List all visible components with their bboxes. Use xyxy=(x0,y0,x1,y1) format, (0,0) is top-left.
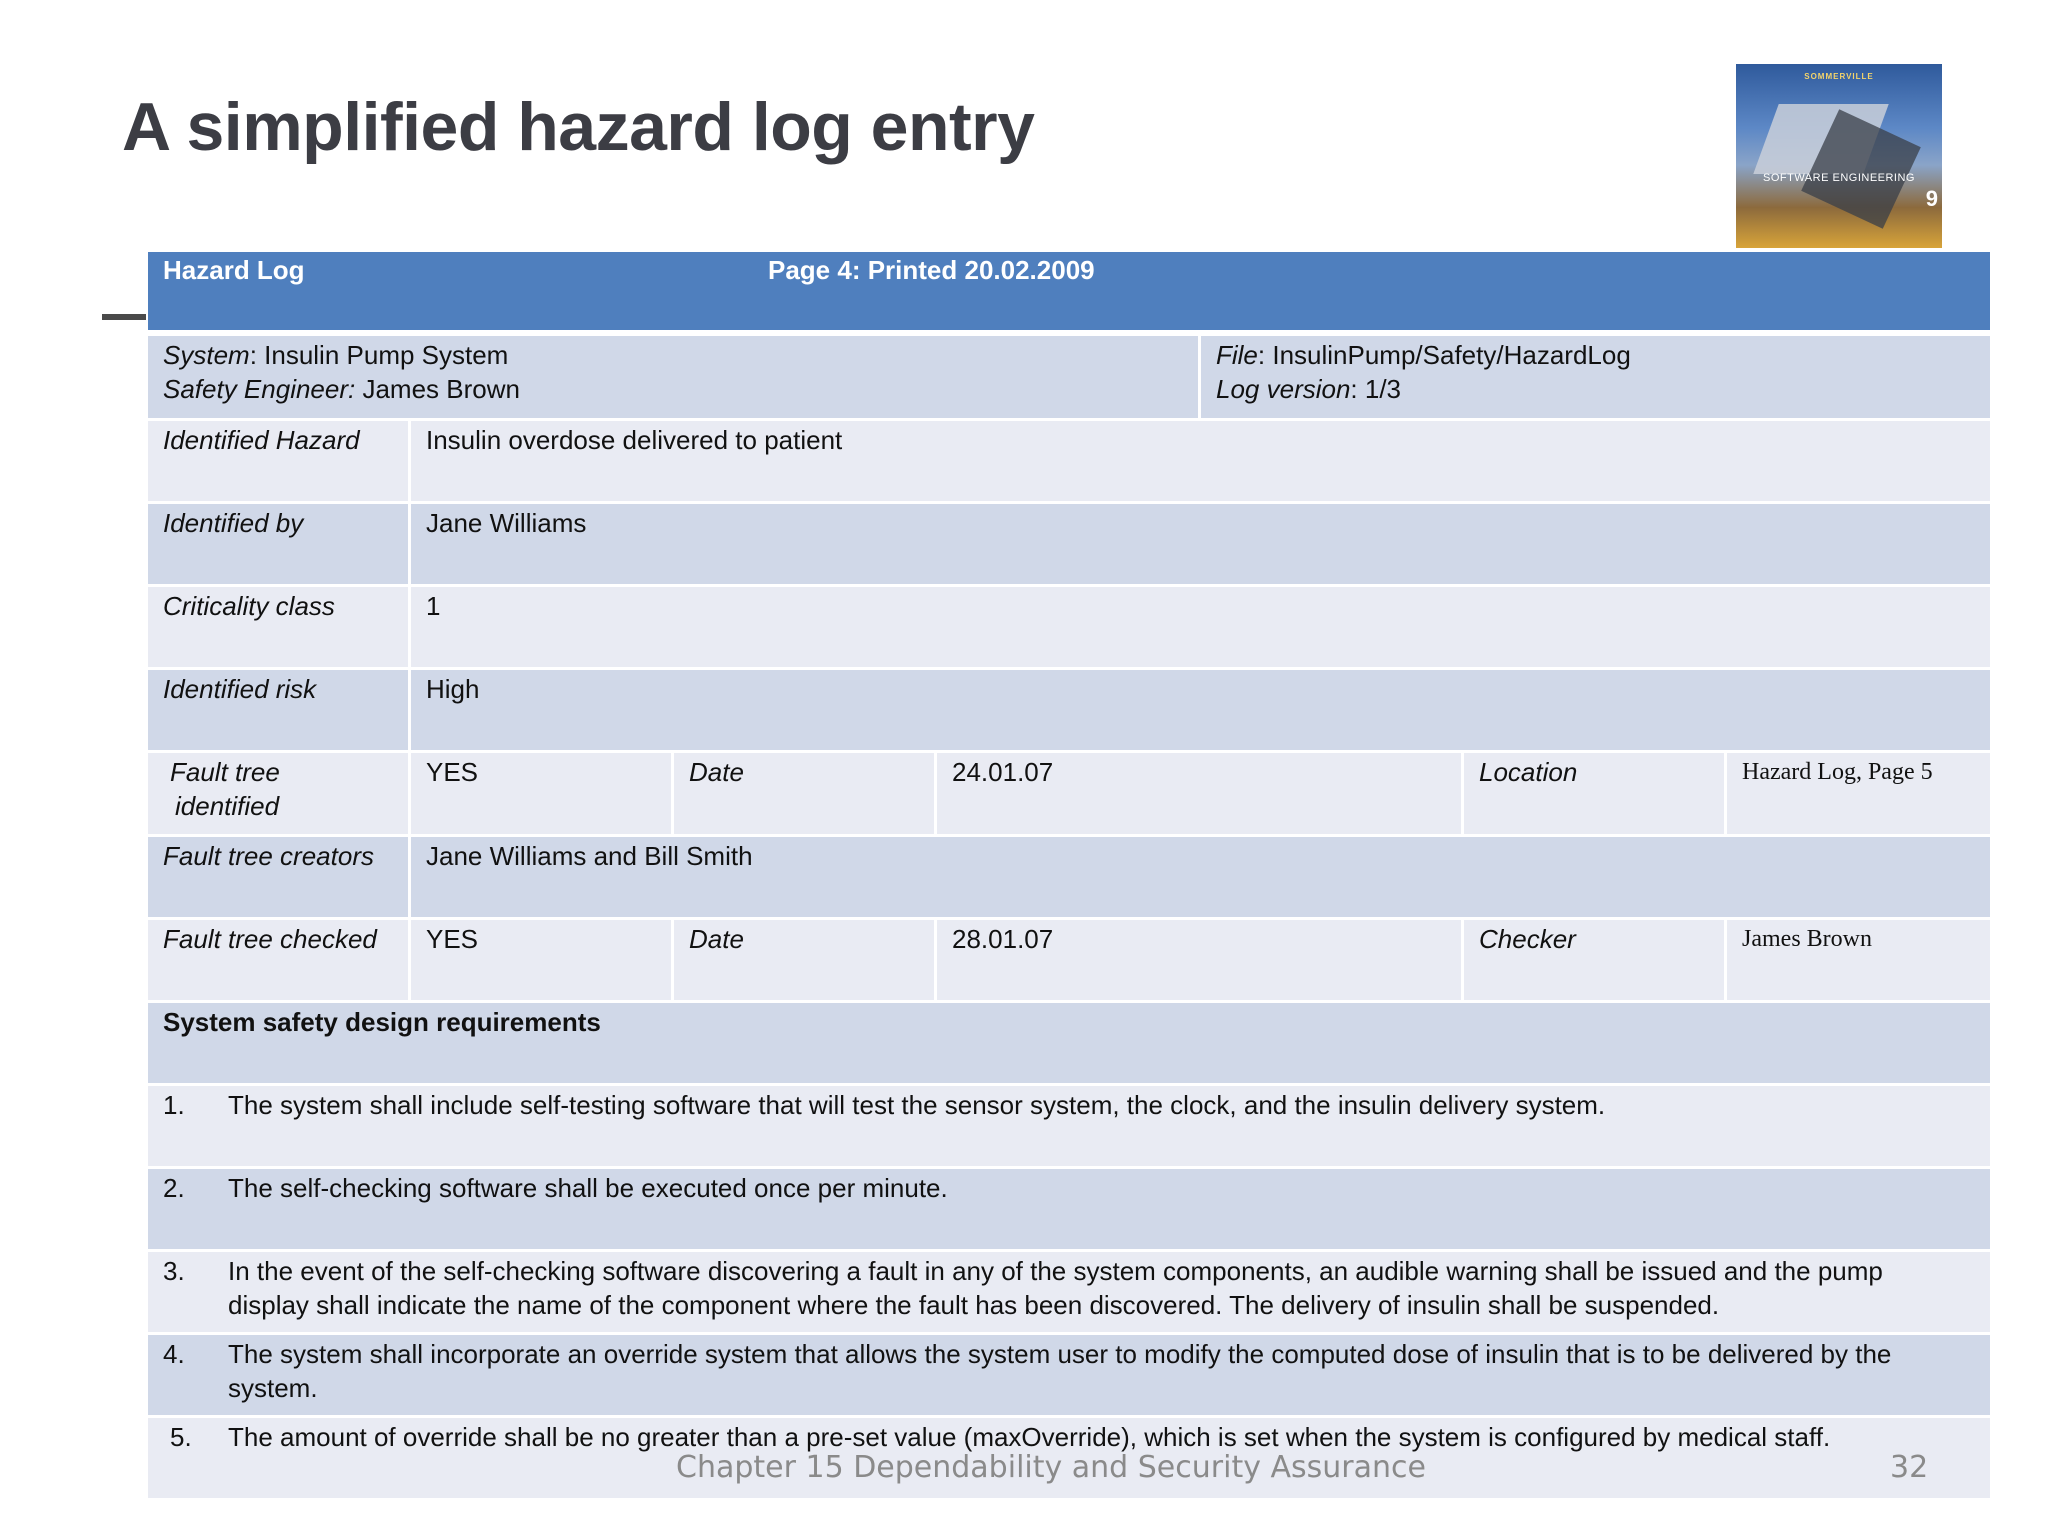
location-value: Hazard Log, Page 5 xyxy=(1727,750,1990,834)
ft-checked-value: YES xyxy=(411,917,674,1000)
ft-identified-label-line2: identified xyxy=(175,791,280,821)
cover-edition: 9 xyxy=(1925,186,1938,211)
requirement-text: In the event of the self-checking software discovering a fault in any of the system components, an audible warning shall be issued and the pump display shall indicate the name of the component where the fault has been discovered. The delivery of insulin shall be suspended. xyxy=(228,1256,1883,1320)
requirement-item xyxy=(148,1249,1990,1332)
ft-creators-value: Jane Williams and Bill Smith xyxy=(411,834,1990,917)
requirement-text: The system shall include self-testing software that will test the sensor system, the clock, and the insulin delivery system. xyxy=(228,1090,1606,1120)
engineer-value: James Brown xyxy=(355,374,520,404)
requirement-text: The system shall incorporate an override system that allows the system user to modify the computed dose of insulin that is to be delivered by the system. xyxy=(228,1339,1892,1403)
book-cover-image xyxy=(1736,64,1942,248)
ft-checked-date-label: Date xyxy=(674,917,937,1000)
ft-creators-label: Fault tree creators xyxy=(148,834,411,917)
slide-page-number: 32 xyxy=(1890,1450,1929,1485)
requirement-item xyxy=(148,1083,1990,1166)
ft-identified-label-line1: Fault tree xyxy=(170,757,280,787)
ft-date-value: 24.01.07 xyxy=(937,750,1464,834)
header-title: Hazard Log xyxy=(163,255,305,285)
requirement-number: 3. xyxy=(163,1256,185,1286)
cover-author: SOMMERVILLE xyxy=(1804,72,1874,81)
version-value: : 1/3 xyxy=(1350,374,1402,404)
location-label: Location xyxy=(1464,750,1727,834)
file-value: : InsulinPump/Safety/HazardLog xyxy=(1257,340,1631,370)
criticality-label: Criticality class xyxy=(148,584,411,667)
title-underline-dash xyxy=(102,314,146,320)
checker-value: James Brown xyxy=(1727,917,1990,1000)
version-label: Log version xyxy=(1216,374,1351,404)
requirement-item xyxy=(148,1332,1990,1415)
requirement-number: 4. xyxy=(163,1339,185,1369)
ft-date-label: Date xyxy=(674,750,937,834)
requirement-number: 1. xyxy=(163,1090,185,1120)
file-cell xyxy=(1201,336,1990,418)
system-label: System xyxy=(163,340,250,370)
risk-value: High xyxy=(411,667,1990,750)
requirement-number: 2. xyxy=(163,1173,185,1203)
criticality-value: 1 xyxy=(411,584,1990,667)
ft-checked-label: Fault tree checked xyxy=(148,917,411,1000)
system-value: : Insulin Pump System xyxy=(249,340,509,370)
slide-title: A simplified hazard log entry xyxy=(122,89,1035,165)
risk-label-text: Identified risk xyxy=(163,674,317,704)
slide-footer: Chapter 15 Dependability and Security Assurance xyxy=(676,1450,1426,1485)
hazard-label: Identified Hazard xyxy=(148,418,411,501)
identified-by-label: Identified by xyxy=(148,501,411,584)
requirement-item xyxy=(148,1166,1990,1249)
file-label: File xyxy=(1216,340,1258,370)
engineer-label: Safety Engineer: xyxy=(163,374,356,404)
hazard-log-header xyxy=(148,252,1990,330)
ft-identified-label xyxy=(148,750,411,834)
hazard-value: Insulin overdose delivered to patient xyxy=(411,418,1990,501)
requirements-heading: System safety design requirements xyxy=(148,1000,1990,1083)
ft-identified-value: YES xyxy=(411,750,674,834)
risk-label xyxy=(148,667,411,750)
cover-series: SOFTWARE ENGINEERING xyxy=(1763,172,1915,184)
header-page-info: Page 4: Printed 20.02.2009 xyxy=(768,255,1095,285)
ft-checked-date-value: 28.01.07 xyxy=(937,917,1464,1000)
requirement-text: The self-checking software shall be executed once per minute. xyxy=(228,1173,948,1203)
requirement-text: The amount of override shall be no greater than a pre-set value (maxOverride), which is set when the system is configured by medical staff. xyxy=(228,1422,1831,1452)
checker-label: Checker xyxy=(1464,917,1727,1000)
requirement-number: 5. xyxy=(170,1422,192,1452)
system-cell xyxy=(148,336,1201,418)
identified-by-value: Jane Williams xyxy=(411,501,1990,584)
